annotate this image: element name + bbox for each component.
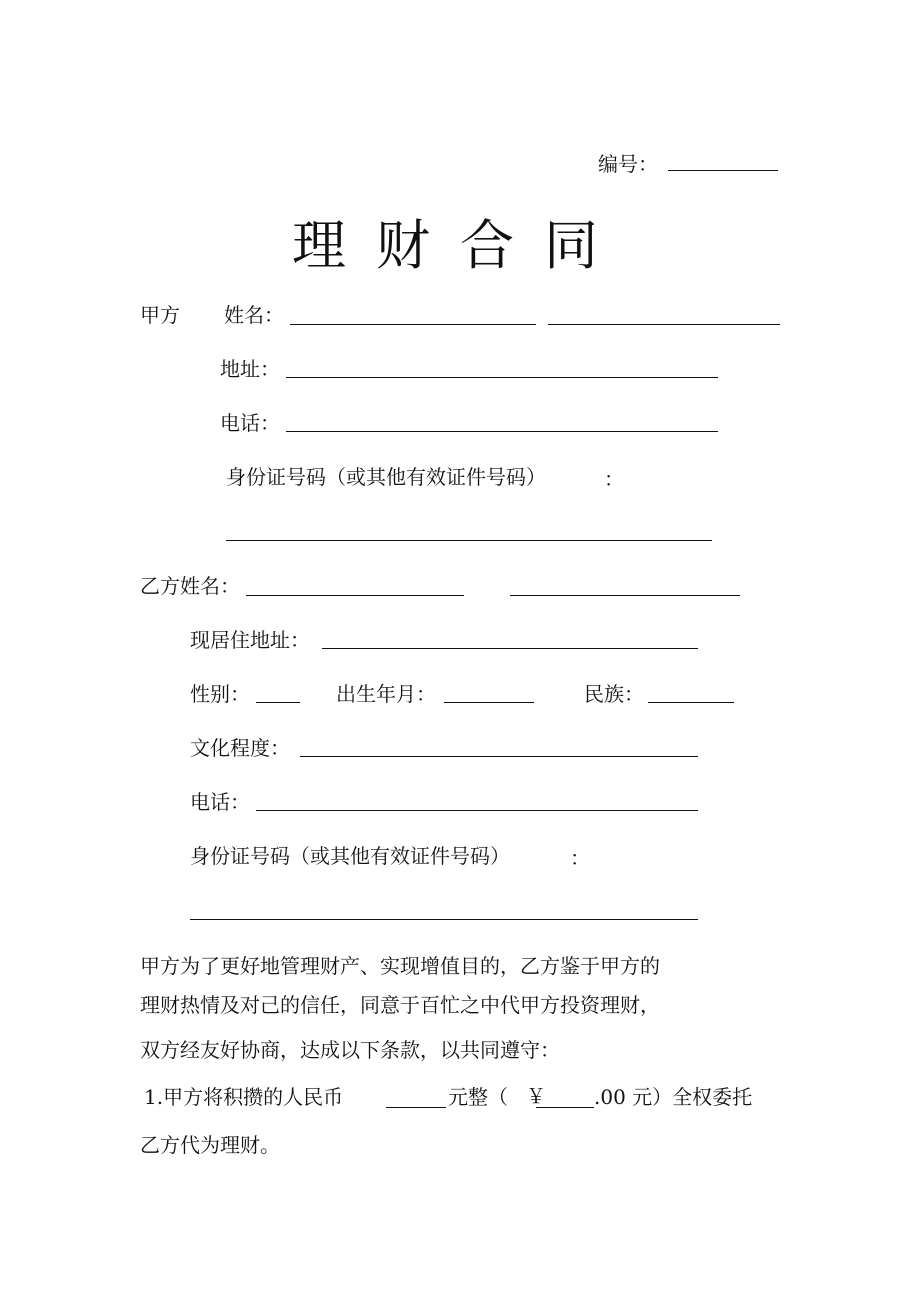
currency-symbol: ￥ <box>526 1086 546 1108</box>
party-b-education-field[interactable] <box>300 756 698 757</box>
party-a-id-colon: ： <box>604 467 624 491</box>
page-title: 理财合同 <box>292 214 628 277</box>
party-a-name-field-1[interactable] <box>290 324 536 325</box>
contract-number-field[interactable] <box>668 170 778 171</box>
party-b-name-field-1[interactable] <box>246 595 464 596</box>
party-a-address-field[interactable] <box>286 377 718 378</box>
party-b-gender-label: 性别： <box>190 682 250 706</box>
clause-1-line-2: 乙方代为理财。 <box>140 1133 280 1157</box>
party-a-address-label: 地址： <box>220 357 280 381</box>
body-line-1: 甲方为了更好地管理财产、实现增值目的，乙方鉴于甲方的 <box>140 954 660 978</box>
party-b-birth-label: 出生年月： <box>336 682 436 706</box>
clause-1-yuan: 元整（ <box>448 1085 508 1109</box>
party-b-id-label: 身份证号码（或其他有效证件号码） <box>190 844 510 868</box>
party-b-education-label: 文化程度： <box>190 736 290 760</box>
clause-1-prefix: 1.甲方将积攒的人民币 <box>144 1085 344 1109</box>
contract-number-label: 编号： <box>598 152 658 176</box>
clause-1-amount-number-field[interactable] <box>536 1107 594 1108</box>
clause-1-amount-words-field[interactable] <box>386 1107 446 1108</box>
clause-1-amount-suffix: .00 元）全权委托 <box>594 1085 753 1109</box>
body-line-2: 理财热情及对己的信任，同意于百忙之中代甲方投资理财， <box>140 993 660 1017</box>
party-b-id-field[interactable] <box>190 919 698 920</box>
party-a-name-label: 姓名： <box>224 303 284 327</box>
party-b-residence-label: 现居住地址： <box>190 628 310 652</box>
party-b-phone-field[interactable] <box>256 810 698 811</box>
party-b-name-field-2[interactable] <box>510 595 740 596</box>
party-b-birth-field[interactable] <box>444 702 534 703</box>
party-a-phone-label: 电话： <box>220 411 280 435</box>
party-b-residence-field[interactable] <box>322 648 698 649</box>
party-b-id-colon: ： <box>570 846 590 870</box>
party-b-gender-field[interactable] <box>256 702 300 703</box>
body-line-3: 双方经友好协商，达成以下条款，以共同遵守： <box>140 1038 560 1062</box>
party-b-phone-label: 电话： <box>190 790 250 814</box>
party-a-id-field[interactable] <box>226 540 712 541</box>
party-a-phone-field[interactable] <box>286 431 718 432</box>
party-b-ethnicity-field[interactable] <box>648 702 734 703</box>
party-b-name-label: 乙方姓名： <box>140 574 240 598</box>
party-b-ethnicity-label: 民族： <box>584 682 644 706</box>
party-a-id-label: 身份证号码（或其他有效证件号码） <box>226 465 546 489</box>
party-a-label: 甲方 <box>140 303 180 327</box>
party-a-name-field-2[interactable] <box>548 324 780 325</box>
